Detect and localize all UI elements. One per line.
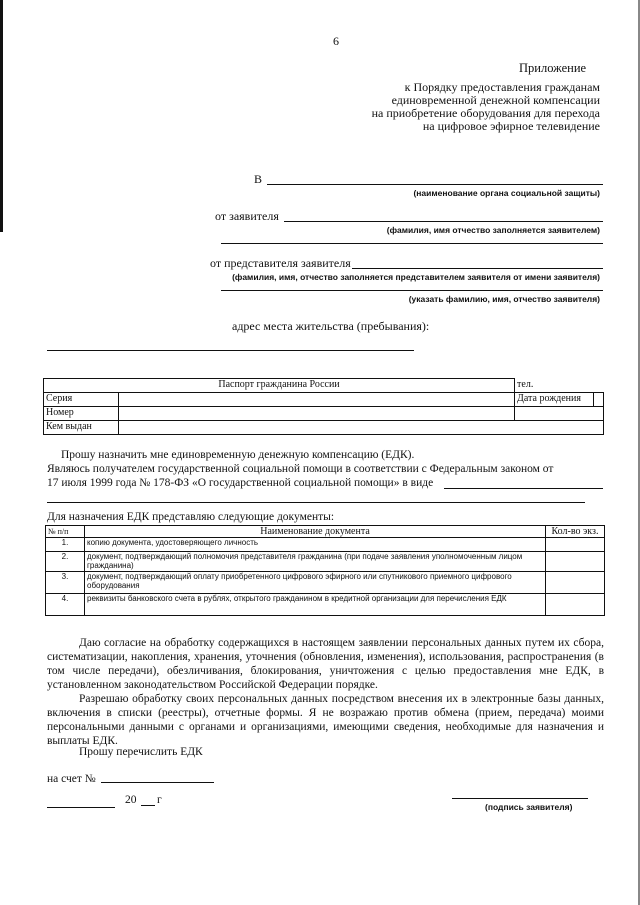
table-row <box>46 552 605 572</box>
consent-paragraph-2: Разрешаю обработку своих персональных данных посредством внесения их в электронные базы данных, включения в списки (реестры), отчетные формы. Я не возражаю против обмена (прием, передача) моими персональными данными с органами и организациями, имеющими сведения, необходимые для назначения и выплаты ЕДК. <box>47 693 604 747</box>
row-document-name: реквизиты банковского счета в рублях, открытого гражданином в кредитной организации для перечисления ЕДК <box>85 594 546 616</box>
date-year-line[interactable] <box>141 805 155 806</box>
dob-value[interactable] <box>594 393 604 407</box>
to-hint: (наименование органа социальной защиты) <box>413 188 600 198</box>
aid-type-line[interactable] <box>444 488 603 489</box>
appendix-line-3: на приобретение оборудования для перехода <box>371 106 600 120</box>
consent-paragraph-1: Даю согласие на обработку содержащихся в настоящем заявлении персональных данных путем их сбора, систематизации, накопления, хранения, уточнения (обновления, изменения), использования, распространения (в том числе передачи), обезличивания, блокирования, уничтожения с целью предоставления мне ЕДК, в установленном законодательством Российской Федерации порядке. <box>47 637 604 691</box>
series-label: Серия <box>44 393 119 407</box>
appendix-line-1: к Порядку предоставления гражданам <box>404 80 600 94</box>
row-document-name: документ, подтверждающий оплату приобретенного цифрового эфирного или спутникового приемного цифрового оборудования <box>85 572 546 594</box>
page-number: 6 <box>333 34 339 48</box>
account-label: на счет № <box>47 773 96 785</box>
documents-table <box>45 525 605 616</box>
row-qty[interactable] <box>546 538 605 552</box>
table-row <box>46 572 605 594</box>
passport-table <box>43 378 604 435</box>
request-line-1: Прошу назначить мне единовременную денежную компенсацию (ЕДК). <box>61 449 415 461</box>
passport-title: Паспорт гражданина России <box>44 379 515 393</box>
number-label: Номер <box>44 407 119 421</box>
from-hint: (фамилия, имя отчество заполняется заявителем) <box>386 225 600 235</box>
row-qty[interactable] <box>546 552 605 572</box>
rep-line[interactable] <box>352 268 603 269</box>
signature-hint: (подпись заявителя) <box>485 802 573 812</box>
request-line-3: 17 июля 1999 года № 178-ФЗ «О государственной социальной помощи» в виде <box>47 477 434 489</box>
dob-label: Дата рождения <box>515 393 594 407</box>
series-value[interactable] <box>119 393 515 407</box>
aid-type-line-2[interactable] <box>47 502 585 503</box>
consent-paragraph-3: Прошу перечислить ЕДК <box>79 746 203 758</box>
rep-hint-2: (указать фамилию, имя, отчество заявителя) <box>408 294 600 304</box>
number-value[interactable] <box>119 407 515 421</box>
col-name: Наименование документа <box>85 526 546 538</box>
row-document-name: копию документа, удостоверяющего личность <box>85 538 546 552</box>
rep-hint: (фамилия, имя, отчество заполняется представителем заявителя от имени заявителя) <box>232 272 600 282</box>
rep-line-2[interactable] <box>221 290 603 291</box>
row-number: 1. <box>46 538 85 552</box>
account-line[interactable] <box>101 782 214 783</box>
row-document-name: документ, подтверждающий полномочия представителя гражданина (при подаче заявления уполномоченным лицом гражданина) <box>85 552 546 572</box>
issued-by-label: Кем выдан <box>44 421 119 435</box>
row-number: 2. <box>46 552 85 572</box>
col-qty: Кол-во экз. <box>546 526 605 538</box>
rep-label: от представителя заявителя <box>210 256 351 270</box>
date-line[interactable] <box>47 807 115 808</box>
signature-line[interactable] <box>452 798 588 799</box>
row-number: 3. <box>46 572 85 594</box>
row-qty[interactable] <box>546 572 605 594</box>
phone-label: тел. <box>515 379 604 393</box>
from-line[interactable] <box>284 221 603 222</box>
scan-edge-mark <box>0 0 3 232</box>
appendix-line-2: единовременной денежной компенсации <box>391 93 600 107</box>
documents-intro: Для назначения ЕДК представляю следующие документы: <box>47 511 335 523</box>
to-label: В <box>254 172 263 186</box>
col-number: № п/п <box>46 526 85 538</box>
to-line[interactable] <box>267 184 603 185</box>
row-qty[interactable] <box>546 594 605 616</box>
table-row <box>46 538 605 552</box>
table-row <box>46 594 605 616</box>
from-label: от заявителя <box>215 209 279 223</box>
address-line[interactable] <box>47 350 414 351</box>
date-year: 20 <box>125 794 137 806</box>
date-suffix: г <box>157 794 162 806</box>
row-number: 4. <box>46 594 85 616</box>
request-line-2: Являюсь получателем государственной социальной помощи в соответствии с Федеральным законом от <box>47 463 554 475</box>
issued-by-value[interactable] <box>119 421 604 435</box>
address-label: адрес места жительства (пребывания): <box>232 319 430 333</box>
appendix-title: Приложение <box>519 61 587 75</box>
number-extra[interactable] <box>515 407 604 421</box>
appendix-line-4: на цифровое эфирное телевидение <box>422 119 600 133</box>
from-line-2[interactable] <box>221 243 603 244</box>
